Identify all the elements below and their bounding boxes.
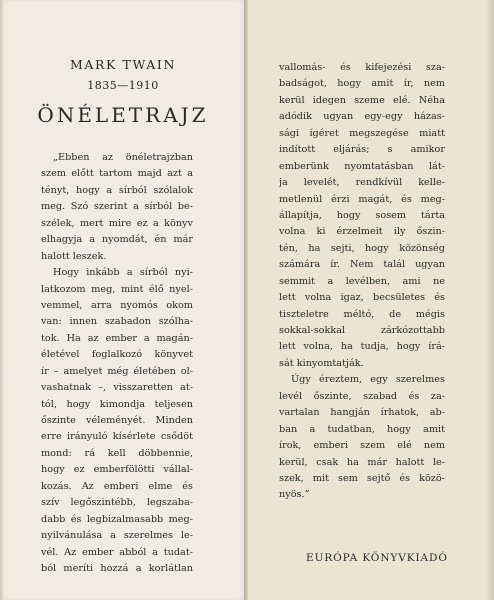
text-line: szív legőszintébb, legszaba- (41, 497, 193, 509)
text-line: szek, mit sem sejtő és közö- (279, 472, 445, 484)
text-line: ír – amelyet még életében ol- (41, 365, 193, 377)
text-line: írok, emberi szem elé nem (279, 440, 445, 452)
text-line: metlenül érzi magát, és meg- (279, 193, 445, 205)
book-title: ÖNÉLETRAJZ (37, 103, 209, 127)
text-line: állapítja, hogy sosem tárta (279, 209, 445, 221)
text-line: sokkal-sokkal zárkózottabb (279, 325, 445, 336)
text-line: szem előtt tartom majd azt a (41, 168, 193, 180)
author-name: MARK TWAIN (69, 57, 176, 72)
text-line: hogy ez emberfölötti vállal- (41, 464, 193, 476)
text-line: „Ebben az önéletrajzban (53, 152, 193, 163)
text-line: volna ki érzelmeit ily őszin- (279, 226, 445, 238)
text-line: levél őszinte, szabad és za- (279, 390, 445, 402)
text-line: vallomás- és kifejezési sza- (279, 62, 445, 73)
text-line: számára ír. Nem talál ugyan (279, 259, 445, 271)
text-line: meg. Szó szerint a sírból be- (41, 201, 193, 213)
text-line: vemmel, arra nyomós okom (41, 299, 193, 311)
text-line: latkozom meg, mint élő nyel- (41, 283, 193, 295)
text-line: tén, ha sejti, hogy közönség (279, 242, 445, 254)
text-line: nyilvánulása a szerelmes le- (41, 530, 193, 542)
text-line: kozás. Az emberi elme és (41, 480, 193, 492)
text-line: mond: rá kell döbbennie, (41, 447, 193, 459)
text-line: ban a tudatban, hogy amit (279, 423, 445, 435)
text-line: tényt, hogy a sírból szólalok (41, 184, 193, 196)
text-line: adódik ugyan egy-egy házas- (279, 111, 445, 123)
author-years: 1835—1910 (87, 79, 159, 92)
text-line: Hogy inkább a sírból nyi- (53, 267, 193, 279)
text-line: kerül idegen szeme elé. Néha (279, 94, 445, 106)
text-line: ja levelét, rendkívül kelle- (279, 177, 445, 189)
text-line: van: innen szabadon szólha- (41, 316, 193, 328)
text-line: vél. Az ember abból a tudat- (41, 546, 193, 558)
text-line: kerül, csak ha már halott le- (279, 456, 445, 468)
text-line: nyös.” (279, 489, 310, 501)
text-line: badságot, hogy amit ír, nem (279, 78, 445, 90)
left-quote-text (41, 150, 193, 577)
text-line: semmit a levélben, ami ne (279, 275, 445, 287)
text-line: tok. Ha az ember a magán- (41, 332, 193, 344)
text-line: indított eljárás; s amikor (279, 144, 445, 156)
text-line: őszinte véleményét. Minden (41, 415, 193, 426)
text-line: lett volna, ha tudja, hogy írá- (279, 341, 445, 353)
text-line: erre irányuló kísérlete csődöt (41, 431, 193, 443)
text-line: vashatnak –, visszaretten at- (41, 382, 193, 394)
text-line: elhagyja a nyomdát, én már (41, 234, 193, 246)
text-line: ból meríti hozzá a korlátlan (41, 562, 193, 574)
right-quote-text (279, 60, 445, 504)
text-line: tiszteletre méltó, de mégis (279, 308, 445, 320)
text-line: vartalan hangján írhatok, ab- (279, 407, 445, 419)
text-line: emberünk nyomtatásban lát- (279, 160, 445, 172)
text-line: életével foglalkozó könyvet (41, 349, 193, 361)
text-line: szélek, mert mire ez a könyv (41, 217, 193, 229)
publisher-name: EURÓPA KÖNYVKIADÓ (306, 552, 448, 564)
text-line: dabb és legbizalmasabb meg- (41, 513, 193, 525)
text-line: halott leszek. (41, 250, 107, 262)
text-line: sát kinyomtatják. (279, 357, 364, 369)
text-line: lett volna igaz, becsületes és (279, 292, 445, 304)
text-line: Úgy éreztem, egy szerelmes (291, 374, 445, 386)
text-line: sági ígéret megszegése miatt (279, 127, 445, 139)
text-line: tól, hogy kimondja teljesen (41, 398, 193, 410)
